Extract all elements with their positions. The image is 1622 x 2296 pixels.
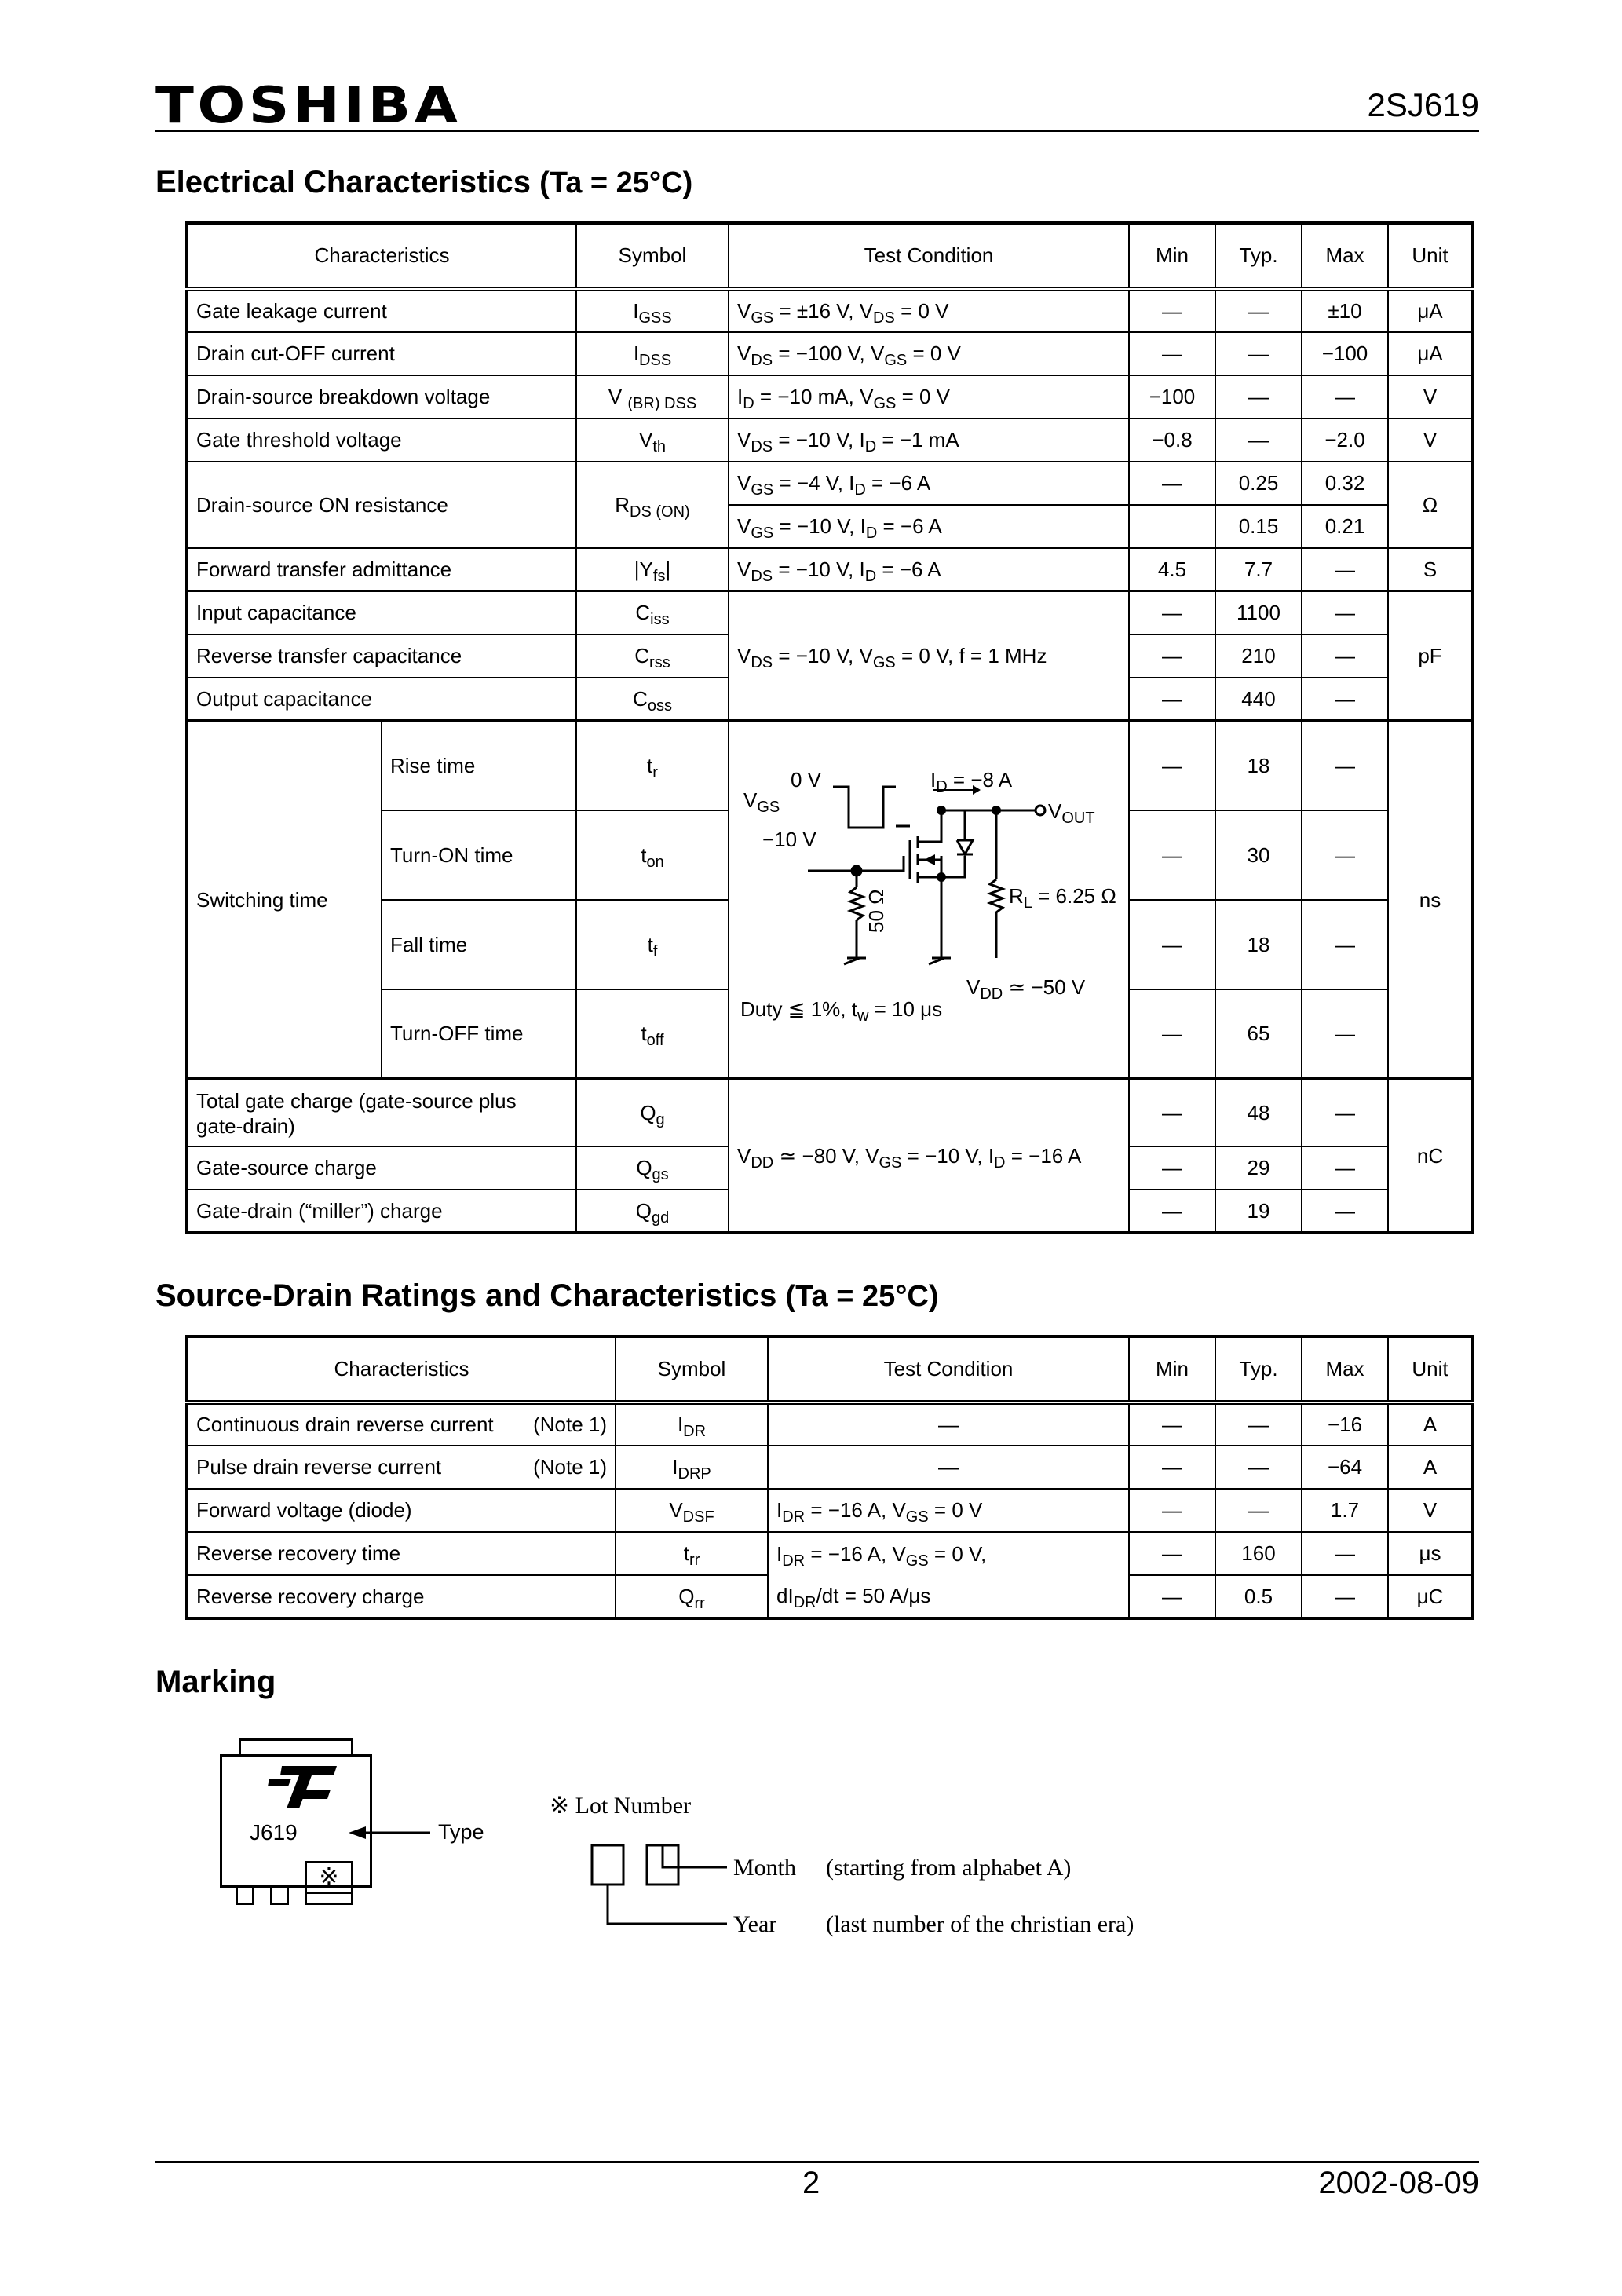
column-header: Characteristics bbox=[187, 1336, 616, 1402]
part-number: 2SJ619 bbox=[1367, 86, 1479, 123]
column-header: Max bbox=[1302, 223, 1388, 289]
column-header: Unit bbox=[1388, 223, 1473, 289]
table-header-row bbox=[187, 1336, 1473, 1402]
column-header: Symbol bbox=[576, 223, 729, 289]
svg-text:VOUT: $V_{OUT}$ bbox=[1048, 799, 1095, 827]
table-row: Drain-source breakdown voltage V $_{(BR) DSS}$ $I_D = -10$ mA, $V_{GS} = 0$ V −100 — — V bbox=[187, 375, 1473, 419]
column-header: Typ. bbox=[1215, 223, 1302, 289]
table-row: Pulse drain reverse current (Note 1) $I_{DRP}$ — — — −64 A bbox=[187, 1446, 1473, 1489]
svg-text:RL = 6.25 Ω: $R_L = 6.25$ Ω bbox=[1009, 884, 1116, 912]
page-header bbox=[155, 75, 1479, 135]
column-header: Min bbox=[1129, 223, 1215, 289]
svg-text:VDD ≃ −50 V: $V_{DD}$ ≃ −50 V bbox=[966, 975, 1086, 1003]
table-row: Output capacitance $C_{oss}$ — 440 — bbox=[187, 678, 1473, 721]
table-row: Turn-OFF time $t_{off}$ — 65 — bbox=[187, 989, 1473, 1079]
table-row: Drain cut-OFF current $I_{DSS}$ $V_{DS} = -100$ V, $V_{GS} = 0$ V — — −100 μA bbox=[187, 332, 1473, 375]
svg-text:0 V: 0 V bbox=[791, 768, 822, 792]
column-header: Characteristics bbox=[187, 223, 576, 289]
table-row: Drain-source ON resistance $R_{DS (ON)}$ $V_{GS} = -4$ V, $I_D = -6$ A — 0.25 0.32 Ω bbox=[187, 462, 1473, 505]
section-title-marking: Marking bbox=[155, 1665, 276, 1699]
toshiba-logo-icon bbox=[268, 1763, 338, 1810]
year-description: (last number of the christian era) bbox=[826, 1911, 1134, 1937]
svg-text:−10 V: −10 V bbox=[762, 828, 816, 851]
year-label: Year bbox=[733, 1911, 777, 1937]
column-header: Max bbox=[1302, 1336, 1388, 1402]
electrical-characteristics-table bbox=[185, 221, 1474, 1234]
column-header: Symbol bbox=[616, 1336, 768, 1402]
table-row: Switching time Rise time $t_r$ 0 V $V_{GS}$ −10 V $I_D = -8$ A $V_{OUT}$ 50 Ω $R_L = 6.25$ Ω $V_{DD}$ ≃ −50 V Duty ≦ 1%, $t_w = 10$ μs — 18 — ns bbox=[187, 721, 1473, 810]
type-label: Type bbox=[438, 1820, 484, 1844]
column-header: Typ. bbox=[1215, 1336, 1302, 1402]
switching-circuit-diagram bbox=[729, 722, 1130, 1077]
type-code: J619 bbox=[250, 1820, 298, 1844]
table-row: Forward voltage (diode) $V_{DSF}$ $I_{DR} = -16$ A, $V_{GS} = 0$ V — — 1.7 V bbox=[187, 1489, 1473, 1532]
column-header: Unit bbox=[1388, 1336, 1473, 1402]
column-header: Test Condition bbox=[768, 1336, 1129, 1402]
table-row: Continuous drain reverse current (Note 1) $I_{DR}$ — — — −16 A bbox=[187, 1402, 1473, 1446]
package-pin bbox=[236, 1888, 254, 1905]
table-row: Total gate charge (gate-source plus gate-drain) $Q_g$ $V_{DD}$ ≃ −80 V, $V_{GS} = -10$ V, $I_D = -16$ A — 48 — nC bbox=[187, 1079, 1473, 1146]
month-label: Month bbox=[733, 1855, 797, 1881]
table-row: Turn-ON time $t_{on}$ — 30 — bbox=[187, 810, 1473, 900]
table-row: Gate-source charge $Q_{gs}$ — 29 — bbox=[187, 1146, 1473, 1190]
table-row: Fall time $t_f$ — 18 — bbox=[187, 900, 1473, 989]
lot-symbol-box: ※ bbox=[305, 1861, 353, 1894]
table-row: Forward transfer admittance $|Y_{fs}|$ $V_{DS} = -10$ V, $I_D = -6$ A 4.5 7.7 — S bbox=[187, 548, 1473, 591]
page-number: 2 bbox=[802, 2166, 820, 2200]
table-row: Reverse recovery charge $Q_{rr}$ $dI_{DR}/dt = 50$ A/μs — 0.5 — μC bbox=[187, 1575, 1473, 1618]
document-date: 2002-08-09 bbox=[1318, 2166, 1479, 2200]
section-title-source-drain: Source-Drain Ratings and Characteristics (Ta = 25°C) bbox=[155, 1278, 939, 1313]
section-title-electrical: Electrical Characteristics (Ta = 25°C) bbox=[155, 165, 693, 199]
svg-text:VGS: $V_{GS}$ bbox=[743, 788, 780, 816]
column-header: Test Condition bbox=[729, 223, 1129, 289]
svg-text:ID = −8 A: $I_D = -8$ A bbox=[930, 768, 1013, 795]
table-row: Gate-drain (“miller”) charge $Q_{gd}$ — 19 — bbox=[187, 1190, 1473, 1233]
table-row: Input capacitance $C_{iss}$ $V_{DS} = -10$ V, $V_{GS} = 0$ V, f = 1 MHz — 1100 — pF bbox=[187, 591, 1473, 634]
table-row: Reverse transfer capacitance $C_{rss}$ — 210 — bbox=[187, 634, 1473, 678]
table-row: Reverse recovery time $t_{rr}$ $I_{DR} = -16$ A, $V_{GS} = 0$ V, — 160 — μs bbox=[187, 1532, 1473, 1575]
package-tab bbox=[239, 1738, 353, 1756]
month-description: (starting from alphabet A) bbox=[826, 1855, 1072, 1881]
package-pin bbox=[270, 1888, 289, 1905]
table-header-row bbox=[187, 223, 1473, 289]
table-row: $V_{GS} = -10$ V, $I_D = -6$ A 0.15 0.21 bbox=[187, 505, 1473, 548]
source-drain-table bbox=[185, 1335, 1474, 1620]
brand-logo: TOSHIBA bbox=[155, 77, 462, 135]
table-row: Gate threshold voltage $V_{th}$ $V_{DS} = -10$ V, $I_D = -1$ mA −0.8 — −2.0 V bbox=[187, 419, 1473, 462]
lot-number-label: ※ Lot Number bbox=[550, 1793, 692, 1819]
table-row: Gate leakage current $I_{GSS}$ $V_{GS} = \pm 16$ V, $V_{DS} = 0$ V — — ±10 μA bbox=[187, 289, 1473, 332]
column-header: Min bbox=[1129, 1336, 1215, 1402]
svg-text:50 Ω: 50 Ω bbox=[864, 889, 888, 933]
svg-text:Duty ≦ 1%, tw = 10 μs: Duty ≦ 1%, $t_w = 10$ μs bbox=[740, 997, 943, 1025]
switching-test-circuit bbox=[729, 721, 1129, 1079]
footer-rule bbox=[155, 2161, 1479, 2163]
